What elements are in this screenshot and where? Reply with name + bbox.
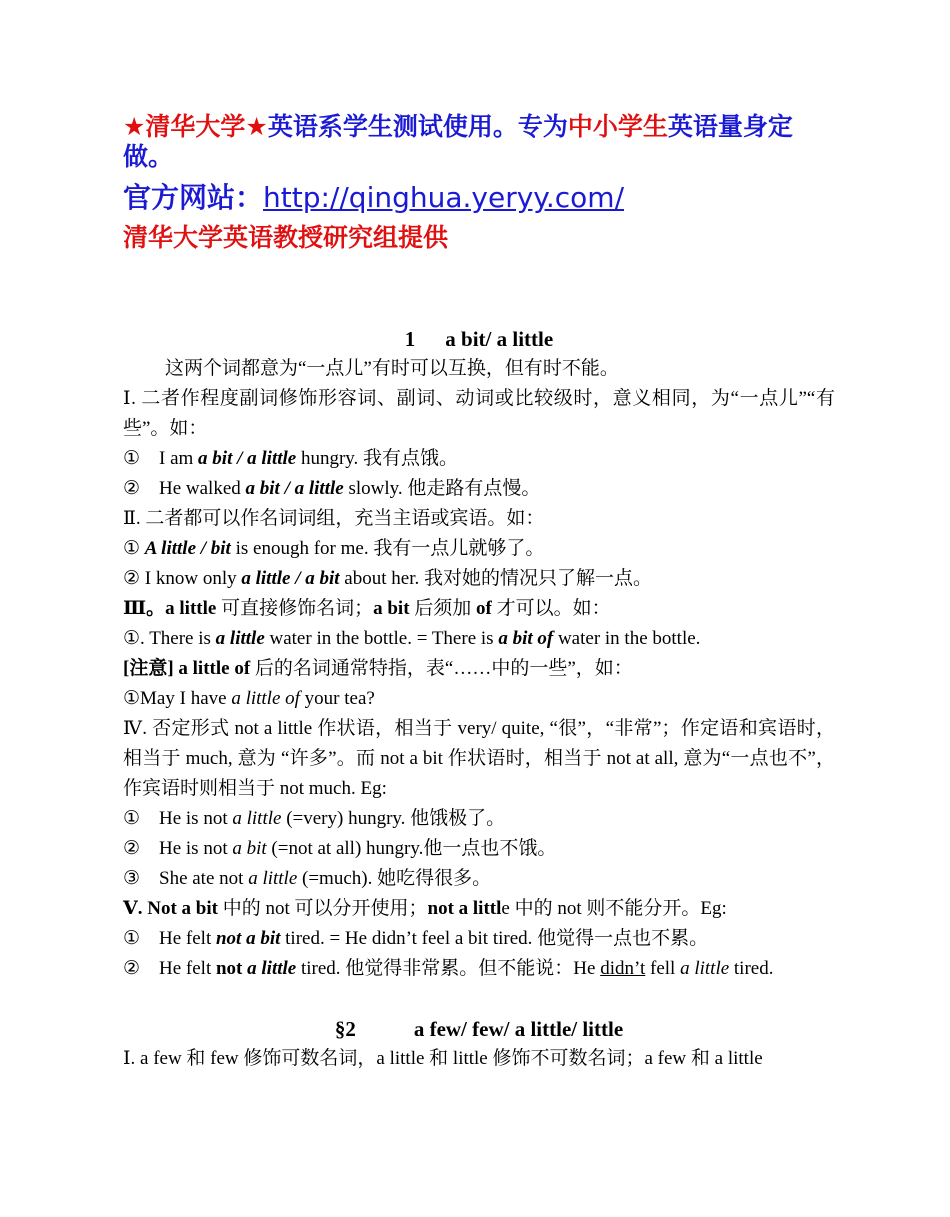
- rule-3: Ⅲ。a little 可直接修饰名词；a bit 后须加 of 才可以。如：: [123, 598, 611, 619]
- rule-4: Ⅳ. 否定形式 not a little 作状语，相当于 very/ quite, “很”，“非常”；作定语和宾语时，相当于 much, 意为 “许多”。而 not a bit 作状语时，相当于 not at all, 意为“一点也不”， 作宾语时则相当于 not much. Eg:: [123, 718, 835, 799]
- site-label: 官方网站：: [123, 181, 264, 214]
- example-line: ② I know only a little / a bit about her. 我对她的情况只了解一点。: [123, 568, 652, 589]
- example-line: ① A little / bit is enough for me. 我有一点儿就够了。: [123, 538, 545, 559]
- example-line: ①. There is a little water in the bottle. = There is a bit of water in the bottle.: [123, 628, 701, 649]
- rule-1: Ⅰ. 二者作程度副词修饰形容词、副词、动词或比较级时，意义相同，为“一点儿”“有些”。如：: [123, 388, 835, 439]
- banner-part: 英语量身定做。: [123, 112, 793, 171]
- section1-number: 1: [404, 327, 416, 351]
- section2-number: §2: [334, 1017, 356, 1041]
- section2-title: a few/ few/ a little/ little: [413, 1017, 624, 1041]
- example-line: ① He is not a little (=very) hungry. 他饿极了。: [123, 808, 506, 829]
- example-line: ③ She ate not a little (=much). 她吃得很多。: [123, 868, 492, 889]
- rule-5: Ⅴ. Not a bit 中的 not 可以分开使用；not a little 中的 not 则不能分开。Eg:: [123, 898, 727, 919]
- example-line: ② He walked a bit / a little slowly. 他走路有点慢。: [123, 478, 541, 499]
- provider-line: 清华大学英语教授研究组提供: [123, 223, 449, 252]
- section2-heading: [123, 1014, 835, 1044]
- site-line: [123, 178, 835, 218]
- example-line: ② He is not a bit (=not at all) hungry.他一点也不饿。: [123, 838, 557, 859]
- example-line: ② He felt not a little tired. 他觉得非常累。但不能说：He didn’t fell a little tired.: [123, 958, 774, 979]
- banner-part: ★清华大学★: [123, 112, 268, 141]
- section1-title: a bit/ a little: [445, 327, 554, 351]
- rule-2: Ⅱ. 二者都可以作名词词组，充当主语或宾语。如：: [123, 508, 545, 529]
- section2-rule-1: Ⅰ. a few 和 few 修饰可数名词，a little 和 little 修饰不可数名词；a few 和 a little: [123, 1048, 763, 1069]
- example-line: ①May I have a little of your tea?: [123, 688, 375, 709]
- example-line: ① He felt not a bit tired. = He didn’t feel a bit tired. 他觉得一点也不累。: [123, 928, 709, 949]
- header-banner: [123, 112, 835, 172]
- note-line: [注意] a little of 后的名词通常特指，表“……中的一些”，如：: [123, 658, 633, 679]
- intro-paragraph: 这两个词都意为“一点儿”有时可以互换，但有时不能。: [165, 358, 619, 379]
- document-page: [123, 112, 835, 1074]
- site-link[interactable]: http://qinghua.yeryy.com/: [263, 181, 625, 214]
- banner-part: 英语系学生测试使用。专为: [267, 112, 568, 141]
- section1-heading: [123, 324, 835, 354]
- banner-part: 中小学生: [567, 112, 668, 141]
- example-line: ① I am a bit / a little hungry. 我有点饿。: [123, 448, 459, 469]
